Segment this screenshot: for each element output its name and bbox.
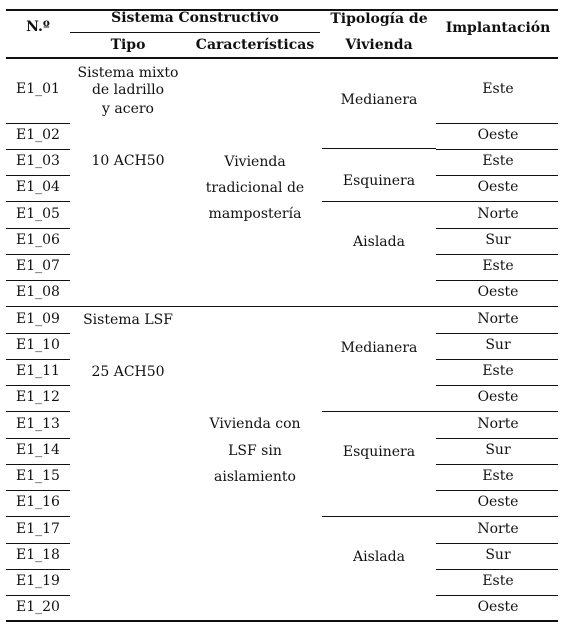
header-implantacion: Implantación <box>445 20 551 36</box>
row-id: E1_15 <box>16 468 60 484</box>
row-rule <box>436 516 558 517</box>
row-implantacion: Sur <box>485 337 511 353</box>
tipologia-cell: Aislada <box>353 234 405 250</box>
row-implantacion: Oeste <box>477 284 519 300</box>
row-rule <box>6 333 70 334</box>
row-rule <box>6 464 70 465</box>
row-id: E1_13 <box>16 416 60 432</box>
row-id: E1_17 <box>16 521 60 537</box>
row-id: E1_10 <box>16 337 60 353</box>
header-tipologia-line2: Vivienda <box>345 37 413 53</box>
row-rule <box>6 490 70 491</box>
row-id: E1_06 <box>16 232 60 248</box>
tipologia-cell: Medianera <box>340 92 418 108</box>
header-sistema: Sistema Constructivo <box>111 10 279 26</box>
group1-tipo-line3: y acero <box>102 101 154 117</box>
row-rule <box>6 569 70 570</box>
row-id: E1_18 <box>16 547 60 563</box>
row-id: E1_12 <box>16 389 60 405</box>
row-id: E1_14 <box>16 442 60 458</box>
row-rule <box>436 490 558 491</box>
row-id: E1_07 <box>16 258 60 274</box>
row-id: E1_04 <box>16 179 60 195</box>
tipologia-rule <box>322 516 436 517</box>
row-implantacion: Oeste <box>477 494 519 510</box>
row-implantacion: Oeste <box>477 389 519 405</box>
header-tipo: Tipo <box>110 37 146 53</box>
row-rule <box>6 516 70 517</box>
row-rule <box>6 411 70 412</box>
row-implantacion: Oeste <box>477 599 519 615</box>
bottom-rule <box>6 620 558 622</box>
row-implantacion: Oeste <box>477 179 519 195</box>
row-rule <box>6 438 70 439</box>
group2-carac-line2: LSF sin <box>228 443 282 459</box>
row-id: E1_19 <box>16 573 60 589</box>
row-implantacion: Norte <box>477 311 519 327</box>
header-bottom-rule <box>6 57 558 59</box>
tipologia-cell: Medianera <box>340 340 418 356</box>
header-num: N.º <box>26 19 50 35</box>
row-rule <box>6 280 70 281</box>
row-rule <box>6 359 70 360</box>
row-implantacion: Este <box>482 81 514 97</box>
row-rule <box>6 123 70 124</box>
row-id: E1_05 <box>16 206 60 222</box>
group1-carac-line2: tradicional de <box>205 180 305 196</box>
row-rule <box>436 201 558 202</box>
row-rule <box>6 543 70 544</box>
tipologia-rule <box>322 411 436 412</box>
row-rule <box>436 359 558 360</box>
row-rule <box>436 175 558 176</box>
tipologia-cell: Esquinera <box>342 173 416 189</box>
header-caracteristicas: Características <box>195 37 315 53</box>
row-rule <box>436 280 558 281</box>
tipologia-rule <box>322 201 436 202</box>
row-rule <box>436 254 558 255</box>
row-rule <box>436 228 558 229</box>
row-implantacion: Sur <box>485 232 511 248</box>
row-implantacion: Oeste <box>477 127 519 143</box>
row-rule <box>436 438 558 439</box>
row-implantacion: Este <box>482 363 514 379</box>
row-id: E1_16 <box>16 494 60 510</box>
group2-tipo: Sistema LSF <box>83 312 173 328</box>
group2-carac-line1: Vivienda con <box>209 416 301 432</box>
row-implantacion: Este <box>482 258 514 274</box>
group1-tipo-line1: Sistema mixto <box>77 65 179 81</box>
group2-ach: 25 ACH50 <box>91 364 165 380</box>
row-rule <box>436 464 558 465</box>
row-rule <box>436 333 558 334</box>
row-rule <box>436 595 558 596</box>
group1-tipo-line2: de ladrillo <box>91 82 165 98</box>
row-rule <box>6 385 70 386</box>
row-id: E1_09 <box>16 311 60 327</box>
row-implantacion: Este <box>482 468 514 484</box>
row-implantacion: Sur <box>485 547 511 563</box>
group-separator <box>6 306 558 307</box>
group1-carac-line3: mampostería <box>208 206 302 222</box>
row-implantacion: Norte <box>477 206 519 222</box>
row-implantacion: Norte <box>477 521 519 537</box>
tipologia-rule <box>322 148 436 149</box>
row-implantacion: Sur <box>485 442 511 458</box>
row-rule <box>6 228 70 229</box>
tipologia-cell: Aislada <box>353 549 405 565</box>
group2-carac-line3: aislamiento <box>214 469 296 485</box>
tipologia-cell: Esquinera <box>342 444 416 460</box>
row-rule <box>6 175 70 176</box>
group1-carac-line1: Vivienda <box>224 154 286 170</box>
row-id: E1_02 <box>16 127 60 143</box>
row-rule <box>436 543 558 544</box>
row-rule <box>6 254 70 255</box>
row-id: E1_20 <box>16 599 60 615</box>
row-id: E1_11 <box>16 363 60 379</box>
row-id: E1_08 <box>16 284 60 300</box>
row-rule <box>436 569 558 570</box>
sistema-rule <box>70 32 320 33</box>
row-rule <box>6 149 70 150</box>
row-rule <box>436 149 558 150</box>
row-rule <box>436 385 558 386</box>
row-rule <box>6 201 70 202</box>
row-id: E1_03 <box>16 153 60 169</box>
row-id: E1_01 <box>16 81 60 97</box>
group1-ach: 10 ACH50 <box>91 153 165 169</box>
row-rule <box>436 123 558 124</box>
row-rule <box>6 595 70 596</box>
row-implantacion: Norte <box>477 416 519 432</box>
header-tipologia-line1: Tipología de <box>330 11 428 27</box>
row-implantacion: Este <box>482 573 514 589</box>
row-implantacion: Este <box>482 153 514 169</box>
row-rule <box>436 411 558 412</box>
